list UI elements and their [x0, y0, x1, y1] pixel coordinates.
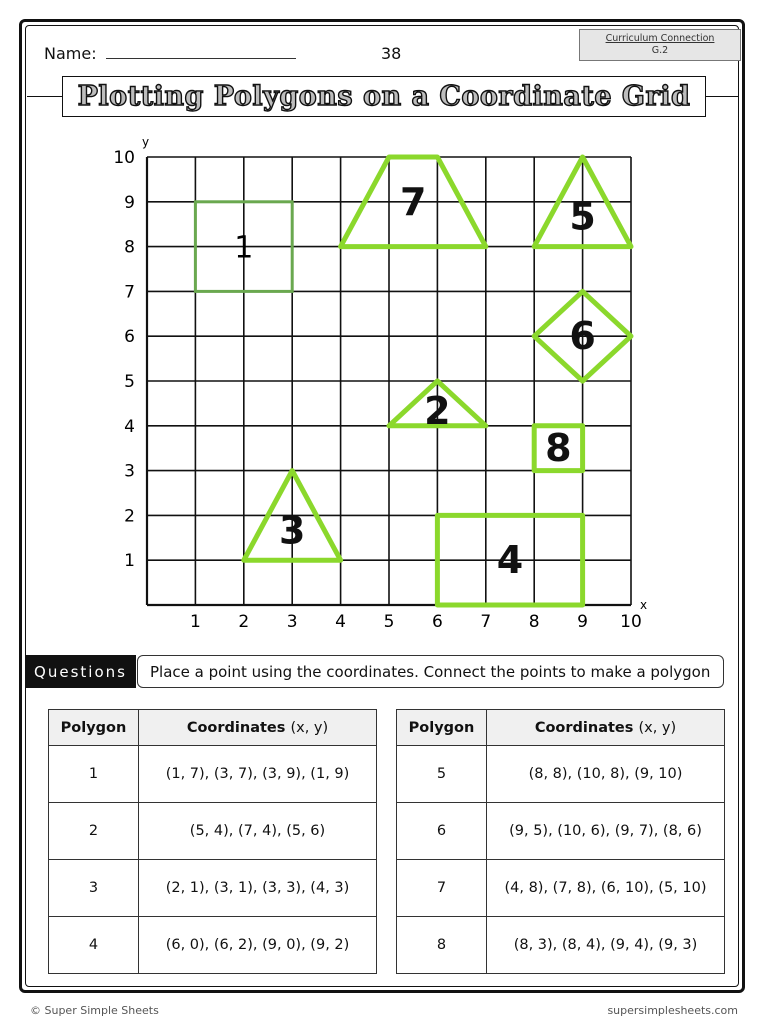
traced-polygon-label: 6 [569, 314, 596, 359]
page-title: Plotting Polygons on a Coordinate Grid [77, 81, 691, 112]
polygon-coordinates: (8, 8), (10, 8), (9, 10) [487, 746, 725, 803]
traced-polygon-7 [341, 157, 486, 247]
traced-polygon-label: 8 [545, 426, 572, 471]
y-tick-label: 4 [124, 416, 135, 437]
polygon-coordinates: (4, 8), (7, 8), (6, 10), (5, 10) [487, 860, 725, 917]
header-polygon: Polygon [49, 710, 139, 746]
x-tick-label: 4 [335, 612, 347, 632]
x-axis-label: x [640, 598, 648, 612]
coordinates-table-left [48, 709, 377, 974]
curriculum-code: G.2 [651, 45, 669, 56]
table-row [397, 917, 725, 974]
coordinates-table-right [396, 709, 725, 974]
polygon-coordinates: (8, 3), (8, 4), (9, 4), (9, 3) [487, 917, 725, 974]
traced-polygon-2 [389, 381, 486, 433]
x-tick-label: 1 [189, 612, 201, 632]
y-tick-label: 10 [113, 148, 135, 168]
footer-website: supersimplesheets.com [607, 1004, 738, 1017]
table-row [397, 746, 725, 803]
example-polygon-label: 1 [234, 230, 254, 266]
table-row [397, 803, 725, 860]
x-tick-label: 9 [577, 612, 589, 632]
footer-copyright: © Super Simple Sheets [30, 1004, 159, 1017]
traced-polygon-label: 4 [496, 538, 524, 583]
y-tick-label: 6 [124, 327, 135, 348]
polygon-number: 2 [49, 803, 139, 860]
traced-polygon-label: 5 [569, 194, 596, 239]
polygon-number: 1 [49, 746, 139, 803]
polygon-coordinates: (5, 4), (7, 4), (5, 6) [139, 803, 377, 860]
questions-label: Questions [25, 655, 136, 688]
traced-polygon-label: 2 [424, 388, 451, 433]
table-row [49, 917, 377, 974]
y-tick-label: 2 [124, 506, 135, 527]
polygon-coordinates: (6, 0), (6, 2), (9, 0), (9, 2) [139, 917, 377, 974]
traced-polygon-8 [534, 426, 582, 471]
y-tick-label: 8 [124, 237, 135, 258]
table-row [49, 746, 377, 803]
table-header-row [49, 710, 377, 746]
curriculum-title: Curriculum Connection [605, 33, 715, 44]
questions-instruction: Place a point using the coordinates. Connect the points to make a polygon [137, 655, 724, 688]
polygon-number: 4 [49, 917, 139, 974]
table-row [49, 860, 377, 917]
header-coordinates: Coordinates (x, y) [139, 710, 377, 746]
name-label: Name: [44, 44, 102, 63]
table-header-row [397, 710, 725, 746]
traced-polygon-label: 7 [399, 179, 427, 224]
page-number: 38 [381, 44, 402, 63]
polygon-coordinates: (2, 1), (3, 1), (3, 3), (4, 3) [139, 860, 377, 917]
x-tick-label: 7 [480, 612, 492, 632]
grid-lines [147, 157, 631, 605]
traced-polygon-label: 3 [278, 508, 306, 553]
y-tick-label: 5 [124, 372, 135, 392]
header-polygon: Polygon [397, 710, 487, 746]
polygon-number: 8 [397, 917, 487, 974]
y-tick-label: 3 [124, 461, 135, 482]
table-row [397, 860, 725, 917]
x-tick-label: 10 [620, 612, 642, 632]
x-tick-label: 6 [431, 612, 443, 632]
y-tick-label: 9 [124, 192, 135, 213]
x-tick-label: 3 [286, 612, 298, 632]
header-coordinates: Coordinates (x, y) [487, 710, 725, 746]
table-row [49, 803, 377, 860]
polygon-number: 7 [397, 860, 487, 917]
x-tick-label: 8 [528, 612, 540, 632]
polygon-number: 6 [397, 803, 487, 860]
polygon-coordinates: (9, 5), (10, 6), (9, 7), (8, 6) [487, 803, 725, 860]
polygon-number: 5 [397, 746, 487, 803]
y-tick-label: 1 [124, 551, 135, 572]
y-axis-label: y [142, 135, 150, 149]
polygon-number: 3 [49, 860, 139, 917]
x-tick-label: 5 [383, 612, 395, 632]
polygon-coordinates: (1, 7), (3, 7), (3, 9), (1, 9) [139, 746, 377, 803]
x-tick-label: 2 [238, 612, 250, 632]
y-tick-label: 7 [124, 282, 135, 303]
